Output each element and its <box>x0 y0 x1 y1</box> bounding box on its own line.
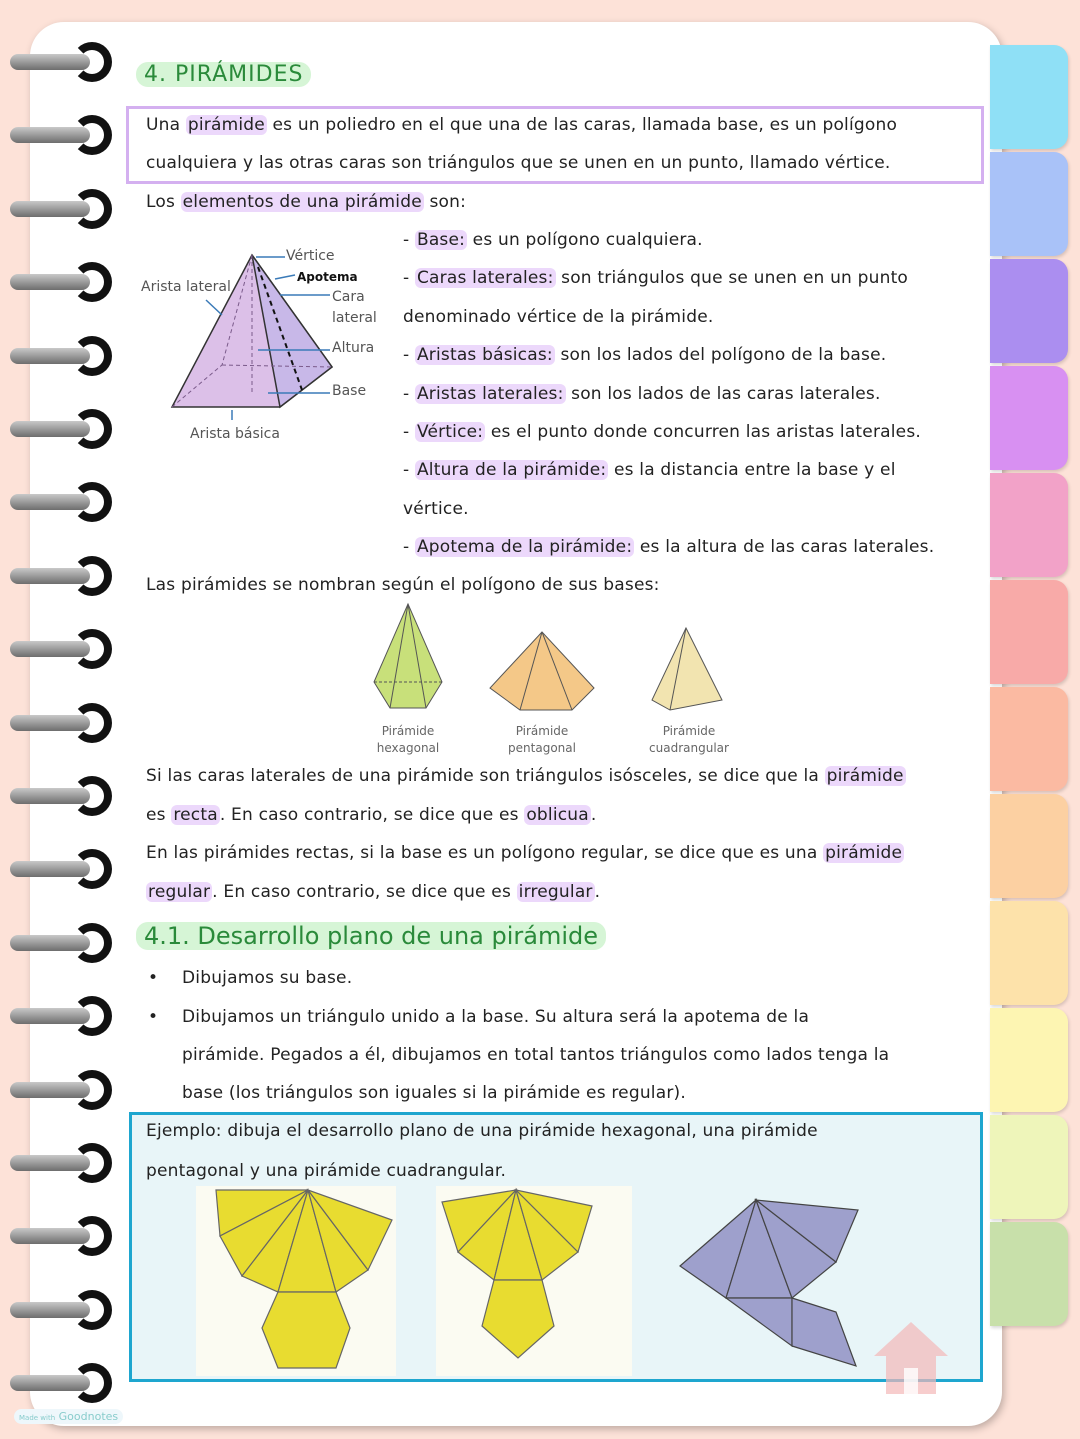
goodnotes-watermark: Made with Goodnotes <box>14 1409 123 1424</box>
binder-ring <box>10 1216 105 1256</box>
subheading: 4.1. Desarrollo plano de una pirámide <box>136 922 606 950</box>
nets-figure <box>196 1186 876 1376</box>
label-apotema: Apotema <box>297 270 358 284</box>
label-base: Base <box>332 383 367 399</box>
label-vertice: Vértice <box>286 248 335 264</box>
section-tab[interactable] <box>990 152 1068 256</box>
definition-line-1: Una pirámide es un poliedro en el que una de las caras, llamada base, es un polígono <box>146 115 898 135</box>
section-tab[interactable] <box>990 687 1068 791</box>
element-item: - Aristas básicas: son los lados del polígono de la base. <box>403 345 887 366</box>
bullet-1: Dibujamos su base. <box>182 968 353 988</box>
binder-ring <box>10 1290 105 1330</box>
binder-ring <box>10 482 105 522</box>
label-arista-basica: Arista básica <box>190 426 280 442</box>
binder-ring <box>10 923 105 963</box>
paragraph-regular-l2: regular . En caso contrario, se dice que es irregular . <box>148 882 601 902</box>
paragraph-regular-l1: En las pirámides rectas, si la base es un polígono regular, se dice que es una pirámide <box>146 843 903 863</box>
label-arista-lateral: Arista lateral <box>141 279 231 295</box>
pyramid-label-pentagonal: Pirámide pentagonal <box>508 724 576 755</box>
binder-ring <box>10 776 105 816</box>
pyramid-label-hexagonal: Pirámide hexagonal <box>376 724 440 755</box>
definition-line-2: cualquiera y las otras caras son triángulos que se unen en un punto, llamado vértice. <box>146 153 891 173</box>
pyramid-label-cuadrangular: Pirámide cuadrangular <box>649 724 729 755</box>
section-tab[interactable] <box>990 259 1068 363</box>
paragraph-recta-l2: es recta . En caso contrario, se dice que es oblicua . <box>146 805 597 825</box>
binder-ring <box>10 189 105 229</box>
element-item: - Aristas laterales: son los lados de las caras laterales. <box>403 383 881 404</box>
element-item: - Apotema de la pirámide: es la altura de las caras laterales. <box>403 537 935 558</box>
example-line-1: Ejemplo: dibuja el desarrollo plano de una pirámide hexagonal, una pirámide <box>146 1121 818 1141</box>
section-tab[interactable] <box>990 580 1068 684</box>
binder-ring <box>10 629 105 669</box>
section-tab[interactable] <box>990 901 1068 1005</box>
bullet-dot: • <box>148 1007 159 1027</box>
element-item: - Caras laterales: son triángulos que se unen en un punto <box>403 268 909 289</box>
bullet-2-cont: pirámide. Pegados a él, dibujamos en total tantos triángulos como lados tenga la <box>182 1045 890 1065</box>
section-tab[interactable] <box>990 473 1068 577</box>
binder-ring <box>10 556 105 596</box>
bullet-2: Dibujamos un triángulo unido a la base. Su altura será la apotema de la <box>182 1007 810 1027</box>
naming-text: Las pirámides se nombran según el polígono de sus bases: <box>146 575 660 595</box>
label-cara: Cara <box>332 289 365 305</box>
binder-ring <box>10 1363 105 1403</box>
binder-ring <box>10 703 105 743</box>
example-line-2: pentagonal y una pirámide cuadrangular. <box>146 1161 507 1181</box>
paragraph-recta-l1: Si las caras laterales de una pirámide son triángulos isósceles, se dice que la pirámide <box>146 766 904 786</box>
binder-ring <box>10 262 105 302</box>
binder-ring <box>10 1143 105 1183</box>
binder-ring <box>10 849 105 889</box>
bullet-2-cont2: base (los triángulos son iguales si la pirámide es regular). <box>182 1083 686 1103</box>
element-item: - Vértice: es el punto donde concurren las aristas laterales. <box>403 422 922 442</box>
pyramid-types-figure <box>370 600 740 720</box>
element-item: vértice. <box>403 498 469 519</box>
page-heading: 4. PIRÁMIDES <box>136 62 311 87</box>
home-icon[interactable] <box>870 1318 952 1396</box>
binder-ring <box>10 996 105 1036</box>
section-tab[interactable] <box>990 1008 1068 1112</box>
section-tab[interactable] <box>990 1222 1068 1326</box>
element-item: - Altura de la pirámide: es la distancia entre la base y el <box>403 460 896 481</box>
bullet-dot: • <box>148 968 159 988</box>
element-item: denominado vértice de la pirámide. <box>403 306 714 327</box>
elements-intro: Los elementos de una pirámide son: <box>146 192 467 212</box>
section-tab[interactable] <box>990 794 1068 898</box>
label-lateral: lateral <box>332 310 377 326</box>
section-tab[interactable] <box>990 366 1068 470</box>
binder-ring <box>10 336 105 376</box>
section-tab[interactable] <box>990 45 1068 149</box>
label-altura: Altura <box>332 340 375 356</box>
binder-ring <box>10 42 105 82</box>
binder-ring <box>10 115 105 155</box>
section-tab[interactable] <box>990 1115 1068 1219</box>
binder-ring <box>10 409 105 449</box>
element-item: - Base: es un polígono cualquiera. <box>403 230 703 250</box>
binder-ring <box>10 1070 105 1110</box>
